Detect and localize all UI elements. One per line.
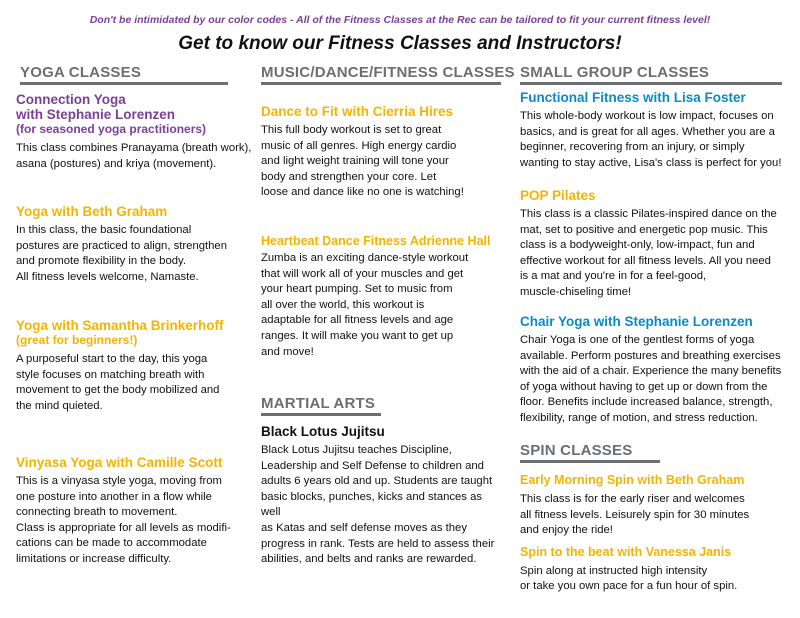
- desc-line: style focuses on matching breath with: [16, 368, 205, 381]
- class-description: [520, 109, 782, 171]
- class-title: Vinyasa Yoga with Camille Scott: [16, 455, 223, 470]
- desc-line: In this class, the basic foundational: [16, 224, 192, 236]
- page-title: Get to know our Fitness Classes and Instructors!: [178, 33, 622, 54]
- class-description: [520, 564, 782, 595]
- desc-line: and promote flexibility in the body.: [16, 255, 186, 268]
- desc-line: adaptable for all fitness levels and age: [261, 314, 454, 327]
- class-title-instructor: with Stephanie Lorenzen: [16, 107, 176, 122]
- class-description: [520, 207, 782, 301]
- desc-line: all fitness levels. Leisurely spin for 30 minutes: [520, 508, 750, 521]
- class-yoga-samantha: [16, 318, 252, 414]
- martial-arts-section: [261, 395, 501, 568]
- desc-line: body and strengthen your core. Let: [261, 170, 437, 183]
- desc-line: Chair Yoga is one of the gentlest forms of yoga: [520, 334, 755, 346]
- class-description: [520, 333, 782, 427]
- martial-section-heading: MARTIAL ARTS: [261, 395, 381, 416]
- desc-line: All fitness levels welcome, Namaste.: [16, 270, 199, 283]
- class-yoga-beth-graham: [16, 204, 252, 285]
- desc-line: This full body workout is set to great: [261, 124, 442, 136]
- small-group-section-heading: SMALL GROUP CLASSES: [520, 64, 782, 85]
- desc-line: beginner, recovering from an injury, or simply: [520, 141, 745, 154]
- spin-section: [520, 442, 782, 595]
- class-description: [520, 492, 782, 539]
- class-description: [16, 474, 252, 568]
- class-title: Chair Yoga with Stephanie Lorenzen: [520, 314, 753, 329]
- desc-line: basic blocks, punches, kicks and stances as well: [261, 490, 483, 519]
- class-title: Functional Fitness with Lisa Foster: [520, 90, 746, 105]
- desc-line: is a mat and you're in for a feel-good,: [520, 270, 707, 283]
- desc-line: adults 6 years old and up. Students are taught: [261, 475, 493, 488]
- yoga-column: [16, 64, 252, 565]
- music-column: [261, 64, 515, 566]
- class-pop-pilates: [520, 188, 782, 301]
- class-connection-yoga: [16, 92, 252, 172]
- class-title: Black Lotus Jujitsu: [261, 424, 385, 439]
- music-section-heading: MUSIC/DANCE/FITNESS CLASSES: [261, 64, 501, 85]
- desc-line: abilities, and belts and ranks are rewarded.: [261, 553, 477, 566]
- desc-line: or take you own pace for a fun hour of spin.: [520, 580, 738, 593]
- class-description: [16, 141, 252, 172]
- desc-line: basics, and is great for all ages. Whether you are a: [520, 125, 775, 138]
- desc-line: This whole-body workout is low impact, focuses on: [520, 110, 774, 122]
- desc-line: ranges. It will make you want to get up: [261, 329, 454, 342]
- desc-line: progress in rank. Tests are held to assess their: [261, 537, 495, 550]
- desc-line: as Katas and self defense moves as they: [261, 521, 467, 534]
- desc-line: music of all genres. High energy cardio: [261, 139, 457, 152]
- class-title: Yoga with Samantha Brinkerhoff: [16, 318, 224, 333]
- desc-line: mat, set to positive and energetic pop music. This: [520, 223, 768, 236]
- spin-section-heading: SPIN CLASSES: [520, 442, 660, 463]
- class-title: Dance to Fit with Cierria Hires: [261, 104, 454, 119]
- desc-line: connecting breath to movement.: [16, 506, 178, 519]
- desc-line: Zumba is an exciting dance-style workout: [261, 252, 469, 264]
- desc-line: one posture into another in a flow while: [16, 490, 212, 503]
- class-description: [261, 251, 501, 360]
- desc-line: that will work all of your muscles and get: [261, 267, 464, 280]
- class-description: [261, 443, 501, 568]
- color-code-note: Don't be intimidated by our color codes - All of the Fitness Classes at the Rec can be tailored to fit your current fitness level!: [89, 14, 711, 26]
- desc-line: postures are practiced to align, strengthen: [16, 239, 228, 252]
- desc-line: all over the world, this workout is: [261, 298, 425, 311]
- class-title: Spin to the beat with Vanessa Janis: [520, 544, 732, 559]
- desc-line: Leadership and Self Defense to children and: [261, 459, 484, 472]
- desc-line: and move!: [261, 345, 314, 358]
- desc-line: Class is appropriate for all levels as modifi-: [16, 521, 231, 534]
- desc-line: movement to get the body mobilized and: [16, 384, 220, 397]
- desc-line: Black Lotus Jujitsu teaches Discipline,: [261, 444, 452, 456]
- desc-line: loose and dance like no one is watching!: [261, 186, 464, 199]
- class-level-note: (for seasoned yoga practitioners): [16, 122, 207, 136]
- class-title: Early Morning Spin with Beth Graham: [520, 473, 745, 487]
- desc-line: cations can be made to accommodate: [16, 537, 207, 550]
- class-title: Yoga with Beth Graham: [16, 204, 168, 219]
- desc-line: Spin along at instructed high intensity: [520, 564, 708, 577]
- desc-line: your heart pumping. Set to music from: [261, 283, 453, 296]
- desc-line: wanting to stay active, Lisa's class is perfect for you!: [520, 156, 782, 169]
- class-description: [16, 223, 252, 285]
- desc-line: and light weight training will tone your: [261, 155, 449, 168]
- desc-line: muscle-chiseling time!: [520, 285, 632, 298]
- desc-line: This class combines Pranayama (breath work),: [16, 142, 252, 154]
- desc-line: floor. Benefits include increased balance, strength,: [520, 396, 773, 409]
- yoga-section-heading: YOGA CLASSES: [20, 64, 228, 85]
- desc-line: This class is a classic Pilates-inspired dance on the: [520, 208, 777, 220]
- class-chair-yoga: [520, 314, 782, 427]
- desc-line: the mind quieted.: [16, 399, 103, 412]
- desc-line: limitations or increase difficulty.: [16, 552, 172, 565]
- class-title: Heartbeat Dance Fitness Adrienne Hall: [261, 234, 491, 248]
- class-dance-to-fit: [261, 104, 501, 201]
- desc-line: class is a bodyweight-only, low-impact, fun and: [520, 239, 755, 252]
- desc-line: effective workout for all fitness levels. All you need: [520, 254, 771, 267]
- class-heartbeat-dance: [261, 234, 501, 360]
- class-functional-fitness: [520, 90, 782, 171]
- class-title: POP Pilates: [520, 188, 596, 203]
- desc-line: flexibility, range of motion, and stress reduction.: [520, 411, 758, 424]
- desc-line: asana (postures) and kriya (movement).: [16, 157, 217, 170]
- class-description: [261, 123, 501, 201]
- class-level-note: (great for beginners!): [16, 333, 138, 347]
- class-vinyasa-yoga: [16, 455, 252, 568]
- desc-line: This is a vinyasa style yoga, moving from: [16, 475, 222, 487]
- desc-line: of yoga without having to get up or down from the: [520, 380, 768, 393]
- desc-line: and enjoy the ride!: [520, 524, 613, 537]
- desc-line: with the aid of a chair. Experience the many benefits: [520, 365, 782, 378]
- class-description: [16, 352, 252, 414]
- desc-line: A purposeful start to the day, this yoga: [16, 353, 208, 365]
- desc-line: This class is for the early riser and welcomes: [520, 493, 745, 505]
- small-group-column: [520, 64, 782, 593]
- class-title: Connection Yoga: [16, 92, 126, 107]
- desc-line: available. Perform postures and breathing exercises: [520, 349, 781, 362]
